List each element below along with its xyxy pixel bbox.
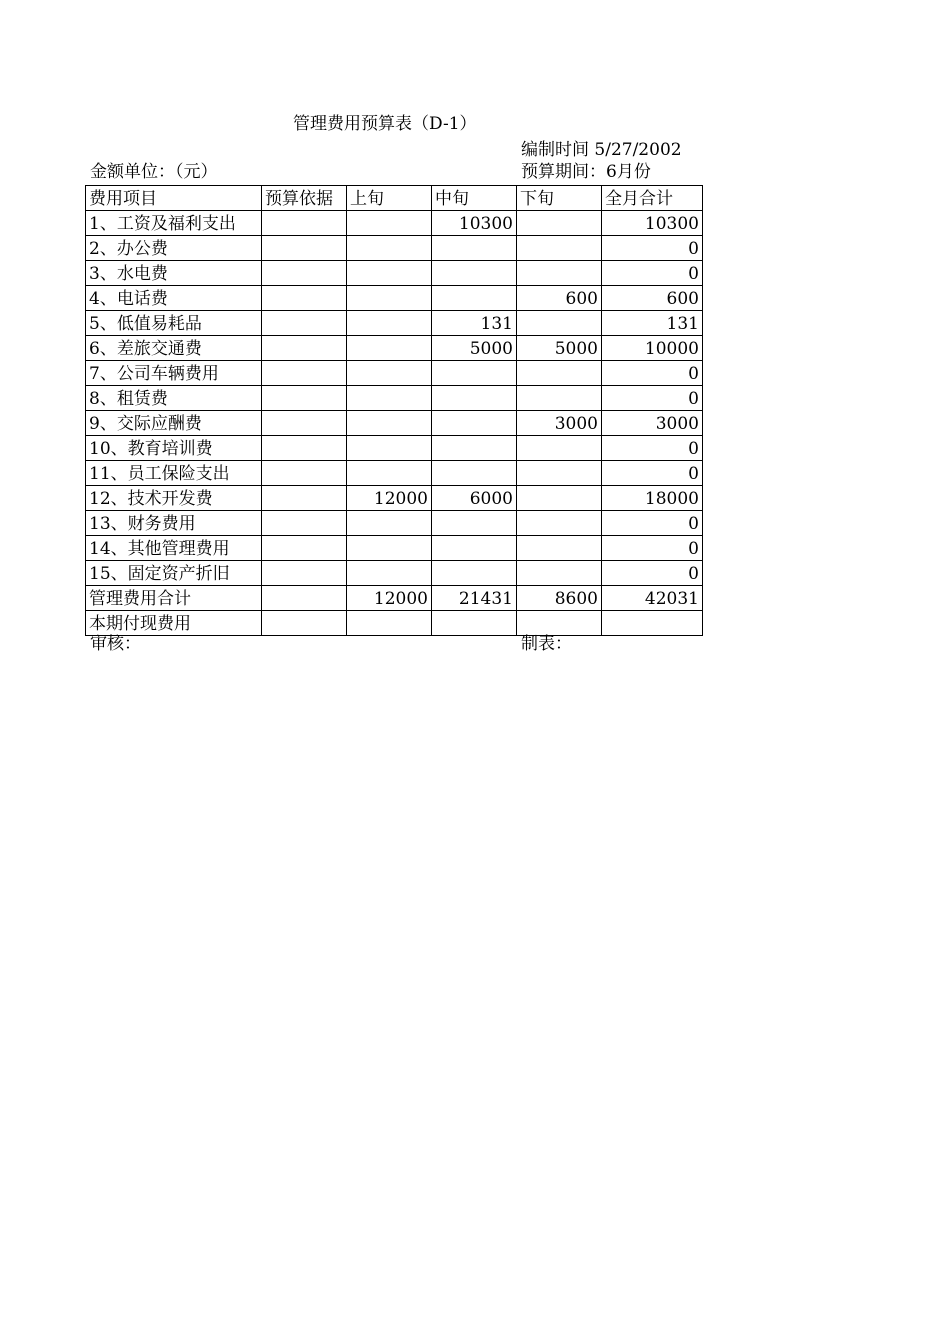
item-name-cell: 11、员工保险支出 <box>86 461 262 486</box>
table-header-row <box>86 186 703 211</box>
amount-cell <box>517 236 602 261</box>
column-header: 下旬 <box>517 186 602 211</box>
amount-cell <box>347 311 432 336</box>
amount-cell <box>432 511 517 536</box>
amount-cell <box>262 611 347 636</box>
budget-table <box>85 185 703 636</box>
table-row <box>86 561 703 586</box>
amount-cell <box>347 461 432 486</box>
amount-cell: 12000 <box>347 586 432 611</box>
amount-cell <box>347 336 432 361</box>
amount-cell <box>262 361 347 386</box>
amount-cell: 42031 <box>602 586 703 611</box>
table-row <box>86 336 703 361</box>
amount-cell: 131 <box>432 311 517 336</box>
amount-cell: 0 <box>602 511 703 536</box>
amount-cell <box>347 411 432 436</box>
table-row <box>86 586 703 611</box>
amount-cell <box>517 461 602 486</box>
amount-cell <box>517 561 602 586</box>
column-header: 预算依据 <box>262 186 347 211</box>
amount-cell <box>262 261 347 286</box>
amount-cell <box>517 361 602 386</box>
compiled-date: 5/27/2002 <box>594 140 682 160</box>
table-row <box>86 611 703 636</box>
item-name-cell: 6、差旅交通费 <box>86 336 262 361</box>
amount-cell: 0 <box>602 461 703 486</box>
amount-cell: 10300 <box>432 211 517 236</box>
column-header: 费用项目 <box>86 186 262 211</box>
item-name-cell: 12、技术开发费 <box>86 486 262 511</box>
item-name-cell: 4、电话费 <box>86 286 262 311</box>
amount-cell: 5000 <box>517 336 602 361</box>
amount-cell <box>347 536 432 561</box>
item-name-cell: 3、水电费 <box>86 261 262 286</box>
amount-cell <box>262 461 347 486</box>
amount-cell <box>517 386 602 411</box>
amount-cell <box>517 261 602 286</box>
amount-cell <box>262 311 347 336</box>
table-row <box>86 286 703 311</box>
amount-cell <box>347 386 432 411</box>
amount-cell: 8600 <box>517 586 602 611</box>
amount-cell <box>347 561 432 586</box>
amount-cell: 12000 <box>347 486 432 511</box>
amount-unit: 金额单位：（元） <box>90 162 218 182</box>
amount-cell: 3000 <box>602 411 703 436</box>
amount-cell <box>432 386 517 411</box>
item-name-cell: 7、公司车辆费用 <box>86 361 262 386</box>
amount-cell <box>262 386 347 411</box>
amount-cell <box>347 236 432 261</box>
amount-cell <box>432 361 517 386</box>
column-header: 中旬 <box>432 186 517 211</box>
amount-cell: 600 <box>602 286 703 311</box>
amount-cell: 3000 <box>517 411 602 436</box>
table-row <box>86 536 703 561</box>
amount-cell <box>262 586 347 611</box>
table-row <box>86 486 703 511</box>
reviewer-label: 审核： <box>90 634 141 654</box>
amount-cell <box>347 436 432 461</box>
table-row <box>86 211 703 236</box>
amount-cell <box>432 536 517 561</box>
item-name-cell: 2、办公费 <box>86 236 262 261</box>
amount-cell: 0 <box>602 436 703 461</box>
amount-cell <box>517 611 602 636</box>
column-header: 上旬 <box>347 186 432 211</box>
item-name-cell: 14、其他管理费用 <box>86 536 262 561</box>
amount-cell: 0 <box>602 236 703 261</box>
compiled-time <box>521 139 682 161</box>
amount-cell <box>432 236 517 261</box>
amount-cell <box>517 436 602 461</box>
amount-cell: 18000 <box>602 486 703 511</box>
amount-cell <box>262 486 347 511</box>
amount-cell <box>262 211 347 236</box>
amount-cell <box>347 511 432 536</box>
table-row <box>86 386 703 411</box>
table-row <box>86 461 703 486</box>
item-name-cell: 5、低值易耗品 <box>86 311 262 336</box>
amount-cell <box>517 536 602 561</box>
amount-cell <box>432 411 517 436</box>
item-name-cell: 1、工资及福利支出 <box>86 211 262 236</box>
amount-cell: 0 <box>602 361 703 386</box>
table-row <box>86 411 703 436</box>
amount-cell <box>432 436 517 461</box>
table-row <box>86 361 703 386</box>
amount-cell <box>347 261 432 286</box>
amount-cell <box>432 286 517 311</box>
preparer-label: 制表： <box>521 634 572 654</box>
budget-period: 预算期间：6月份 <box>521 162 651 182</box>
amount-cell <box>432 261 517 286</box>
column-header: 全月合计 <box>602 186 703 211</box>
amount-cell: 10300 <box>602 211 703 236</box>
amount-cell <box>262 411 347 436</box>
amount-cell <box>432 611 517 636</box>
item-name-cell: 9、交际应酬费 <box>86 411 262 436</box>
table-body <box>86 211 703 636</box>
table-row <box>86 261 703 286</box>
amount-cell <box>432 461 517 486</box>
item-name-cell: 管理费用合计 <box>86 586 262 611</box>
amount-cell <box>262 236 347 261</box>
table-row <box>86 236 703 261</box>
amount-cell <box>262 436 347 461</box>
amount-cell <box>432 561 517 586</box>
amount-cell <box>347 286 432 311</box>
amount-cell: 600 <box>517 286 602 311</box>
table-row <box>86 311 703 336</box>
item-name-cell: 8、租赁费 <box>86 386 262 411</box>
item-name-cell: 10、教育培训费 <box>86 436 262 461</box>
compiled-label: 编制时间 <box>521 140 589 160</box>
amount-cell: 21431 <box>432 586 517 611</box>
item-name-cell: 本期付现费用 <box>86 611 262 636</box>
amount-cell: 0 <box>602 261 703 286</box>
amount-cell <box>262 511 347 536</box>
amount-cell <box>262 536 347 561</box>
amount-cell <box>262 561 347 586</box>
amount-cell <box>517 511 602 536</box>
amount-cell <box>262 336 347 361</box>
amount-cell: 5000 <box>432 336 517 361</box>
amount-cell: 0 <box>602 561 703 586</box>
amount-cell <box>347 361 432 386</box>
amount-cell <box>517 311 602 336</box>
amount-cell <box>347 211 432 236</box>
item-name-cell: 15、固定资产折旧 <box>86 561 262 586</box>
amount-cell <box>347 611 432 636</box>
amount-cell <box>262 286 347 311</box>
table-row <box>86 436 703 461</box>
item-name-cell: 13、财务费用 <box>86 511 262 536</box>
amount-cell <box>602 611 703 636</box>
page-title: 管理费用预算表（D-1） <box>293 114 477 134</box>
amount-cell <box>517 486 602 511</box>
amount-cell <box>517 211 602 236</box>
amount-cell: 6000 <box>432 486 517 511</box>
amount-cell: 131 <box>602 311 703 336</box>
amount-cell: 0 <box>602 536 703 561</box>
table-row <box>86 511 703 536</box>
amount-cell: 10000 <box>602 336 703 361</box>
amount-cell: 0 <box>602 386 703 411</box>
